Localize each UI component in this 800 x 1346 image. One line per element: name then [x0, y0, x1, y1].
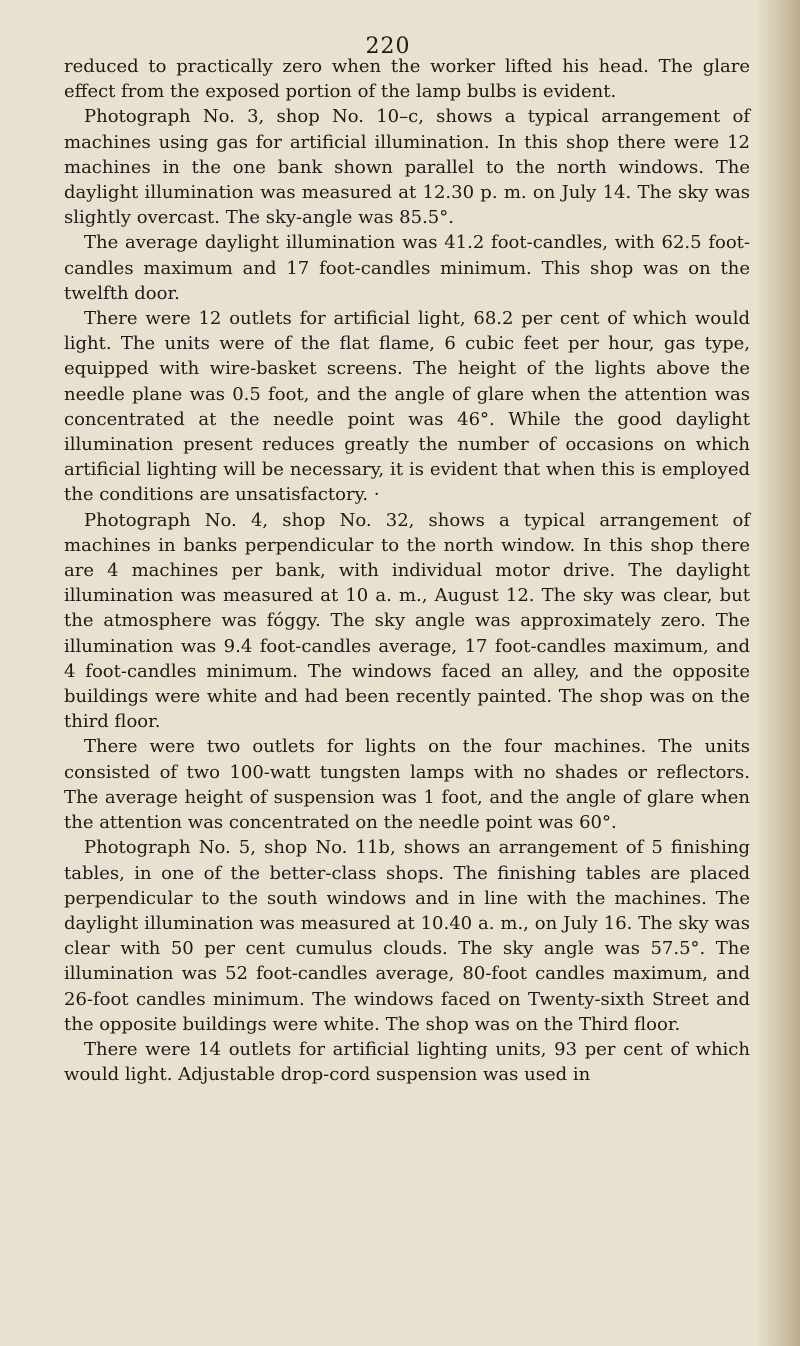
- page-edge-shadow: [758, 0, 800, 1346]
- paragraph-photograph-5: Photograph No. 5, shop No. 11b, shows an arrangement of 5 finishing tables, in one of the better-class shops. The finishing tables are placed perpendicular to the south windows and in line with the machines. The daylight illumination was measured at 10.40 a. m., on July 16. The sky was clear with 50 per cent cumulus clouds. The sky angle was 57.5°. The illumination was 52 foot-candles average, 80-foot candles maximum, and 26-foot candles minimum. The windows faced on Twenty-sixth Street and the opposite buildings were white. The shop was on the Third floor.: [64, 837, 750, 1035]
- paragraph-tungsten-outlets: There were two outlets for lights on the four machines. The units consisted of two 100-watt tungsten lamps with no shades or reflectors. The average height of suspension was 1 foot, and the angle of glare when the attention was concentrated on the needle point was 60°.: [64, 736, 750, 834]
- body-text: [64, 54, 750, 1087]
- paragraph-artificial-outlets: There were 14 outlets for artificial lighting units, 93 per cent of which would light. Adjustable drop-cord suspension was used in: [64, 1038, 750, 1086]
- page-number: 220: [365, 34, 411, 59]
- paragraph-gas-outlets: There were 12 outlets for artificial light, 68.2 per cent of which would light. The units were of the flat flame, 6 cubic feet per hour, gas type, equipped with wire-basket screens. The height of the lights above the needle plane was 0.5 foot, and the angle of glare when the attention was concentrated at the needle point was 46°. While the good daylight illumination present reduces greatly the number of occasions on which artificial lighting will be necessary, it is evident that when this is employed the conditions are unsatisfactory. ·: [64, 308, 750, 506]
- paragraph-photograph-4: Photograph No. 4, shop No. 32, shows a typical arrangement of machines in banks perpendicular to the north window. In this shop there are 4 machines per bank, with individual motor drive. The daylight illumination was measured at 10 a. m., August 12. The sky was clear, but the atmosphere was fóggy. The sky angle was approximately zero. The illumination was 9.4 foot-candles average, 17 foot-candles maximum, and 4 foot-candles minimum. The windows faced an alley, and the opposite buildings were white and had been recently painted. The shop was on the third floor.: [64, 509, 750, 733]
- paragraph-daylight-average: The average daylight illumination was 41.2 foot-candles, with 62.5 foot-candles maximum and 17 foot-candles minimum. This shop was on the twelfth door.: [64, 232, 750, 304]
- paragraph-continued: reduced to practically zero when the worker lifted his head. The glare effect from the exposed portion of the lamp bulbs is evident.: [64, 56, 750, 103]
- paragraph-photograph-3: Photograph No. 3, shop No. 10–c, shows a typical arrangement of machines using gas for artificial illumination. In this shop there were 12 machines in the one bank shown parallel to the north windows. The daylight illumination was measured at 12.30 p. m. on July 14. The sky was slightly overcast. The sky-angle was 85.5°.: [64, 106, 750, 229]
